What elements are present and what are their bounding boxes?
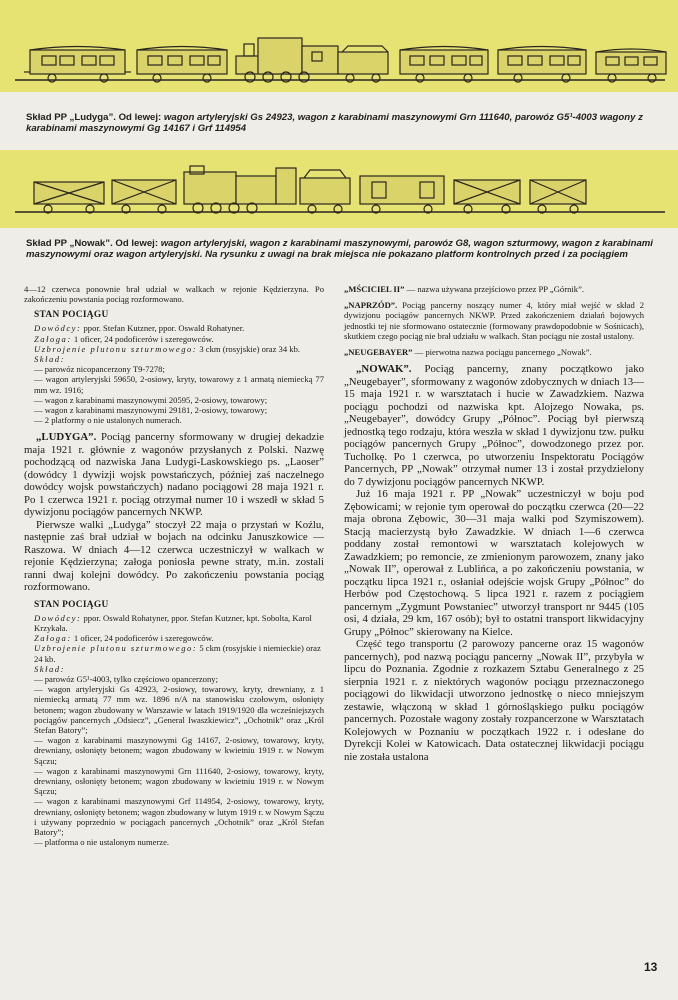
train-specs — [34, 323, 324, 425]
section-heading: STAN POCIĄGU — [34, 310, 109, 321]
spec-value: 1 oficer, 24 podoficerów i szeregowców. — [73, 333, 214, 344]
spec-label: Skład: — [34, 663, 65, 674]
spec-label: Uzbrojenie plutonu szturmowego: — [34, 643, 198, 654]
list-item: — parowóz nicopancerzony T9-7278; — [34, 364, 324, 374]
spec-label: Załoga: — [34, 633, 72, 644]
train-drawing-ludyga — [0, 0, 678, 92]
section-heading: STAN POCIĄGU — [34, 599, 109, 610]
list-item: — wagon z karabinami maszynowymi 20595, 2-osiowy, towarowy; — [34, 395, 324, 405]
list-item: — wagon z karabinami maszynowymi Grf 114954, 2-osiowy, towarowy, kryty, drewniany, osłonięty betonem; wagon zbudowany w lutym 1919 r. w Nowym Sączu i używany poprzednio w pociągach pancernych „Ochotnik” oraz „Król Stefan Batory”; — [34, 796, 324, 837]
list-item: — parowóz G5¹-4003, tylko częściowo opancerzony; — [34, 674, 324, 684]
left-column — [24, 284, 324, 847]
spec-value: 1 oficer, 24 podoficerów i szeregowców. — [73, 633, 214, 644]
wagon-artillery — [530, 180, 586, 213]
caption-lead: Skład PP „Nowak”. Od lewej: — [26, 238, 159, 249]
entry-name: „MŚCICIEL II” — [344, 284, 405, 294]
paragraph: Pociąg pancerny, znany początkowo jako „Neugebayer”, sformowany z wagonów zdobycznych w dniach 13—15 maja 1921 r. w warsztatach i hucie w Zawadzkiem. Nazwa pociągu pochodzi od nazwiska kpt. Alojzego Nowaka, ps. „Neugebayer”, dowódcy Grupy „Północ”. Pociąg był pierwszą jednostką tego rodzaju, która weszła w skład 1 dywizjonu tzw. pułku pociągów pancernych Grupy „Północ”, dowodzonego przez por. Tucholkę. Po 1 czerwca, po utworzeniu Inspektoratu Pociągów Pancernych, PP „Nowak” otrzymał numer 13 i został przydzielony do 7 dywizjonu pociągów pancernych NKWP. — [344, 363, 645, 488]
wagon-artillery — [34, 182, 104, 213]
paragraph: — nazwa używana przejściowo przez PP „Górnik”. — [406, 284, 585, 294]
caption-nowak — [26, 238, 656, 260]
list-item: — wagon z karabinami maszynowymi Grn 111640, 2-osiowy, towarowy, kryty, drewniany, osłonięty betonem; wagon zbudowany w kwietniu 1919 r. w Nowym Sączu; — [34, 766, 324, 797]
caption-text: wagon artyleryjski, wagon z karabinami maszynowymi, parowóz G8, wagon szturmowy, wagon z karabinami maszynowymi oraz wagon artyleryjski. Na rysunku z uwagi na brak miejsca nie pokazano platform kontrolnych przed i za pociągiem — [26, 238, 653, 260]
train-illustration-nowak — [0, 150, 678, 228]
list-item: — wagon z karabinami maszynowymi 29181, 2-osiowy, towarowy; — [34, 405, 324, 415]
article-ludyga — [24, 431, 324, 594]
spec-value: ppor. Oswald Rohatyner, ppor. Stefan Kutzner, kpt. Sobolta, Karol Krzykała. — [34, 612, 312, 633]
wagon-machinegun — [454, 180, 520, 213]
locomotive — [184, 166, 296, 213]
wagon-machinegun — [596, 49, 666, 82]
paragraph: Już 16 maja 1921 r. PP „Nowak” uczestniczył w boju pod Zębowicami; w rejonie tym operował do początku czerwca (20—22 maja obrona Zębowic, 30—31 maja walki pod Szymiszowem). Stacją macierzystą było Zawadzkie. W dniach 1—6 czerwca poddany został remontowi w warsztatach kolejowych w Zawadzkiem; po remoncie, ze zmienionym parowozem, znany jako „Nowak II”, operował z Lublińca, a po zakończeniu powstania, w początku lipca 1921 r., osłaniał odejście wojsk Grupy „Północ” do Herbów pod Częstochową. 5 lipca 1921 r. razem z pociągiem pancernym „Zygmunt Powstaniec” utworzył transport nr 9445 (105 osi, 4 działa, 29 km, 167 osób); był to ostatni transport likwidacyjny Grupy „Północ” skierowany na Kielce. — [344, 488, 644, 638]
list-item: — wagon z karabinami maszynowymi Gg 14167, 2-osiowy, towarowy, kryty, drewniany, osłonięty betonem; wagon zbudowany w kwietniu 1919 r. w Nowym Sączu; — [34, 735, 324, 766]
spec-value: 5 ckm (rosyjskie i niemieckie) oraz 24 kb. — [34, 643, 321, 664]
train-illustration-ludyga — [0, 0, 678, 92]
caption-ludyga — [26, 112, 656, 134]
entry-neugebayer — [344, 347, 644, 357]
wagon-machinegun — [498, 47, 586, 83]
list-item: — platforma o nie ustalonym numerze. — [34, 837, 324, 847]
entry-name: „LUDYGA”. — [36, 431, 97, 444]
spec-label: Dowódcy: — [34, 323, 82, 334]
locomotive — [236, 38, 388, 82]
entry-name: „NAPRZÓD”. — [344, 300, 398, 311]
composition-list — [34, 674, 324, 847]
caption-text: wagon artyleryjski Gs 24923, wagon z karabinami maszynowymi Grn 111640, parowóz G5¹-4003 wagony z karabinami maszynowymi Gg 14167 i Grf 114954 — [26, 112, 643, 134]
wagon-machinegun — [112, 180, 176, 213]
right-column — [344, 284, 644, 763]
caption-lead: Skład PP „Ludyga”. Od lewej: — [26, 112, 162, 123]
page-number: 13 — [644, 960, 658, 974]
paragraph: Pociąg pancerny noszący numer 4, który miał wejść w skład 2 dywizjonu pociągów pancernych NKWP. Przed zakończeniem działań bojowych jednostki tej nie sformowano ostatecznie (formowany prawdopodobnie w Sośnicach), skutkiem czego pociąg nie brał udziału w walkach. Stan pociągu nie został ustalony. — [344, 300, 644, 341]
wagon-assault — [300, 170, 350, 213]
entry-msciciel — [344, 284, 644, 294]
entry-naprzod — [344, 300, 644, 341]
spec-label: Uzbrojenie plutonu szturmowego: — [34, 343, 198, 354]
wagon-machinegun — [137, 47, 227, 83]
spec-value: ppor. Stefan Kutzner, ppor. Oswald Rohatyner. — [83, 323, 245, 334]
composition-list — [34, 364, 324, 425]
wagon-artillery — [24, 47, 131, 83]
train-specs — [34, 613, 324, 848]
paragraph: Część tego transportu (2 parowozy pancerne oraz 15 wagonów pancernych), pod nazwą pociągu pancerny „Nowak II”, przybyła w lipcu do Poznania. Zgodnie z rozkazem Sztabu Generalnego z 25 sierpnia 1921 r. z niektórych wagonów pociągu przeznaczonego pociągowi do likwidacji utworzono jednostkę o nieco mniejszym zestawie, włączoną w skład 1 górnośląskiego pułku pociągów pancernych. Pozostałe wagony zostały rozpancerzone w Warsztatach Kolejowych w Poznaniu w początkach 1922 r. i odesłane do Dyrekcji Kolei w Katowicach. Data ostatecznej likwidacji pociągu nie została ustalona — [344, 638, 644, 763]
spec-label: Skład: — [34, 353, 65, 364]
spec-value: 3 ckm (rosyjskie) oraz 34 kb. — [199, 343, 301, 354]
list-item: — wagon artyleryjski 59650, 2-osiowy, kryty, towarowy z 1 armatą niemiecką 77 mm wz. 1916; — [34, 374, 324, 394]
paragraph: Pociąg pancerny sformowany w drugiej dekadzie maja 1921 r. głównie z wagonów przysłanych z Polski. Nazwę pochodzącą od nazwiska Jana Ludygi-Laskowskiego ps. „Laoser” (dowódcy 1 dywizji wojsk powstańczych, później zaś naczelnego dowódcy wojsk powstańczych) nadano pociągowi 28 maja 1921 r. Po 1 czerwca 1921 r. pociąg otrzymał numer 10 i wszedł w skład 5 dywizjonu pociągów pancernych NKWP. — [24, 431, 324, 519]
paragraph: — pierwotna nazwa pociągu pancernego „Nowak”. — [414, 347, 592, 358]
list-item: — wagon artyleryjski Gs 42923, 2-osiowy, towarowy, kryty, drewniany, z 1 niemiecką armatą 77 mm wz. 1896 n/A na stanowisku czołowym, osłonięty betonem; wagon zbudowany w Warszawie w latach 1919/1920 dla wcześniejszych pociągów pancernych „Odsiecz”, „General Iwaszkiewicz”, „Ochotnik” oraz „Król Stefan Batory”; — [34, 684, 324, 735]
wagon-machinegun — [360, 176, 444, 213]
train-drawing-nowak — [0, 150, 678, 228]
spec-label: Dowódcy: — [34, 612, 82, 623]
entry-name: „NEUGEBAYER” — [344, 347, 413, 358]
spec-label: Załoga: — [34, 333, 72, 344]
list-item: — 2 platformy o nie ustalonych numerach. — [34, 415, 324, 425]
article-nowak — [344, 363, 644, 763]
intro-paragraph: 4—12 czerwca ponownie brał udział w walkach w rejonie Kędzierzyna. Po zakończeniu powstania pociąg rozformowano. — [24, 284, 324, 305]
entry-name: „NOWAK”. — [356, 363, 412, 376]
wagon-machinegun — [400, 47, 488, 83]
paragraph: Pierwsze walki „Ludyga” stoczył 22 maja o przystań w Koźlu, następnie zaś brał udział w bojach na odcinku Januszkowice — Raszowa. W dniach 4—12 czerwca uczestniczył w walkach w rejonie Kędzierzyna; załoga poniosła pewne straty, m.in. zostali ranni dwaj kolejni dowódcy. Po zakończeniu powstania pociąg rozformowano. — [24, 518, 324, 594]
